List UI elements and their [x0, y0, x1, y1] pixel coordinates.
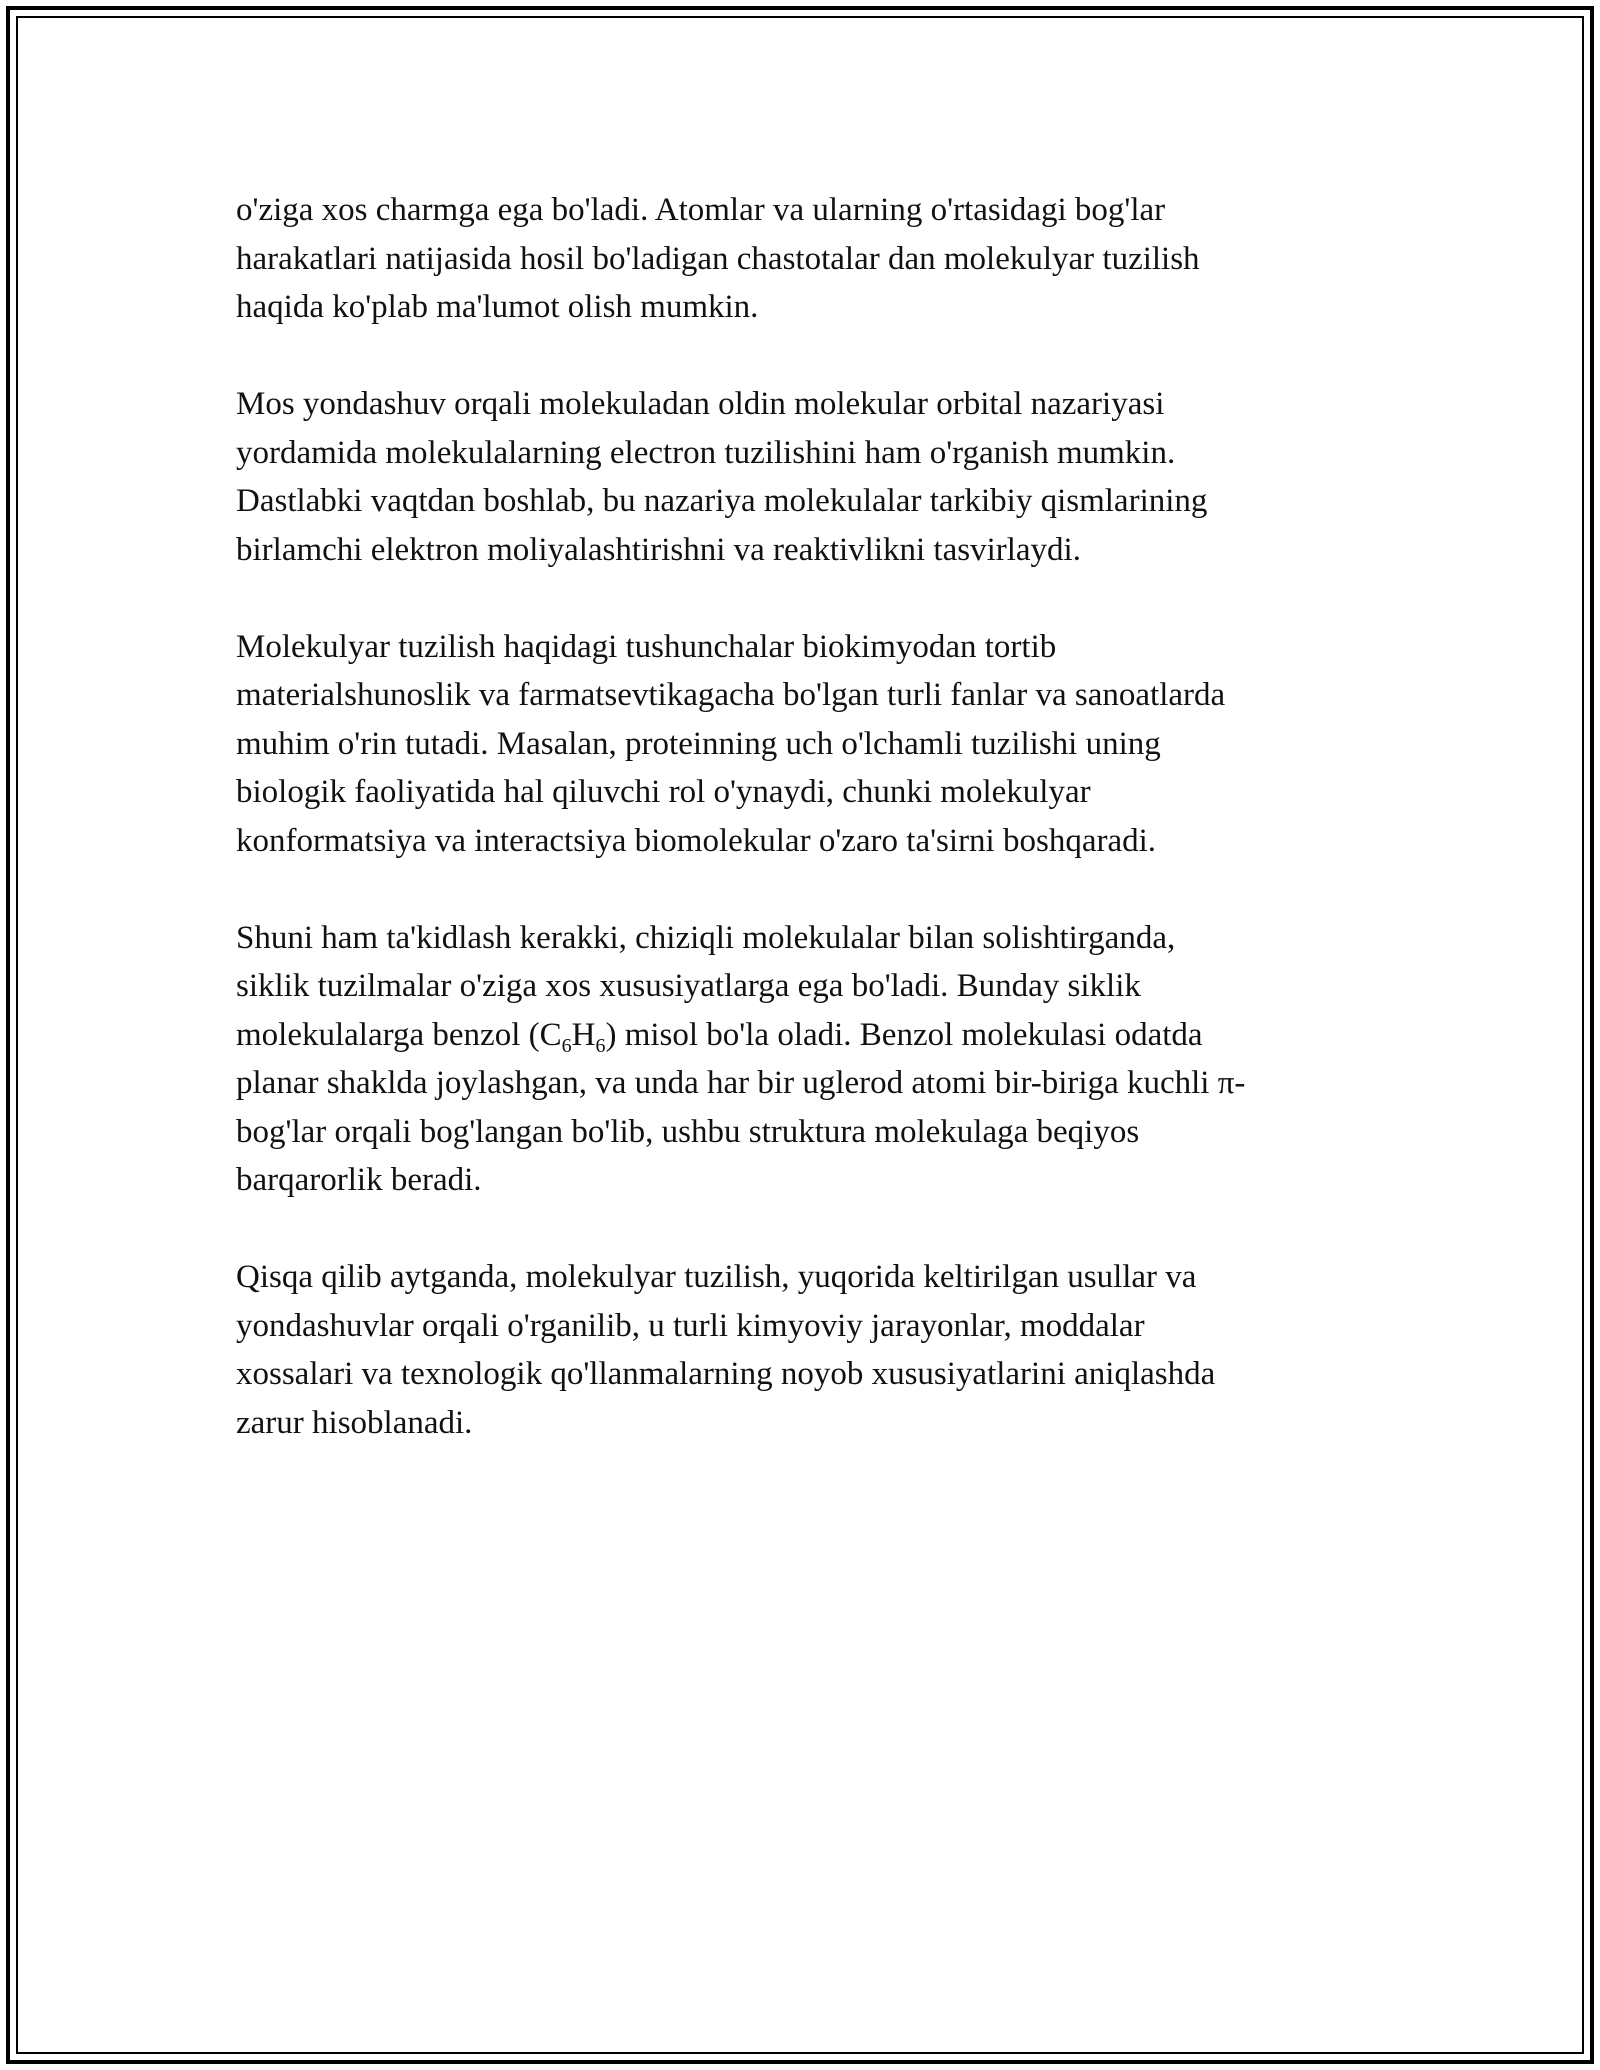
formula-text-after: ) misol bo'la oladi. Benzol molekulasi odatda: [605, 1016, 1203, 1053]
formula-text-hydrogen: H: [571, 1016, 596, 1053]
text-line: xossalari va texnologik qo'llanmalarning noyob xususiyatlarini aniqlashda: [236, 1356, 1216, 1392]
subscript-hydrogen-count: 6: [595, 1034, 606, 1057]
text-line: biologik faoliyatida hal qiluvchi rol o'ynaydi, chunki molekulyar: [236, 774, 1091, 810]
text-line: Mos yondashuv orqali molekuladan oldin molekular orbital nazariyasi: [236, 386, 1165, 422]
formula-text-before: molekulalarga benzol (C: [236, 1016, 562, 1053]
text-line: Molekulyar tuzilish haqidagi tushunchalar biokimyodan tortib: [236, 628, 1057, 665]
paragraph-4: [236, 914, 1376, 1205]
text-line: barqarorlik beradi.: [236, 1162, 482, 1198]
text-line: Dastlabki vaqtdan boshlab, bu nazariya molekulalar tarkibiy qismlarining: [236, 483, 1208, 519]
document-body: [236, 186, 1376, 1496]
formula-line: [236, 1011, 1376, 1060]
text-line: yordamida molekulalarning electron tuzilishini ham o'rganish mumkin.: [236, 434, 1176, 471]
text-line: materialshunoslik va farmatsevtikagacha bo'lgan turli fanlar va sanoatlarda: [236, 677, 1226, 713]
text-line: birlamchi elektron moliyalashtirishni va reaktivlikni tasvirlaydi.: [236, 531, 1081, 568]
text-line: muhim o'rin tutadi. Masalan, proteinning uch o'lchamli tuzilishi uning: [236, 725, 1161, 762]
paragraph-5: [236, 1253, 1376, 1447]
text-line: harakatlari natijasida hosil bo'ladigan chastotalar dan molekulyar tuzilish: [236, 240, 1200, 277]
text-line: planar shaklda joylashgan, va unda har bir uglerod atomi bir-biriga kuchli π-: [236, 1065, 1246, 1101]
paragraph-1: [236, 186, 1376, 332]
text-line: siklik tuzilmalar o'ziga xos xususiyatlarga ega bo'ladi. Bunday siklik: [236, 968, 1141, 1004]
subscript-carbon-count: 6: [561, 1034, 572, 1057]
text-line: zarur hisoblanadi.: [236, 1404, 473, 1441]
text-line: o'ziga xos charmga ega bo'ladi. Atomlar va ularning o'rtasidagi bog'lar: [236, 192, 1166, 228]
text-line: konformatsiya va interactsiya biomolekular o'zaro ta'sirni boshqaradi.: [236, 822, 1157, 859]
text-line: yondashuvlar orqali o'rganilib, u turli kimyoviy jarayonlar, moddalar: [236, 1307, 1145, 1344]
text-line: haqida ko'plab ma'lumot olish mumkin.: [236, 289, 759, 325]
text-line: Qisqa qilib aytganda, molekulyar tuzilish, yuqorida keltirilgan usullar va: [236, 1259, 1197, 1295]
paragraph-2: [236, 380, 1376, 574]
text-line: bog'lar orqali bog'langan bo'lib, ushbu struktura molekulaga beqiyos: [236, 1113, 1140, 1150]
paragraph-3: [236, 623, 1376, 866]
text-line: Shuni ham ta'kidlash kerakki, chiziqli molekulalar bilan solishtirganda,: [236, 919, 1176, 956]
